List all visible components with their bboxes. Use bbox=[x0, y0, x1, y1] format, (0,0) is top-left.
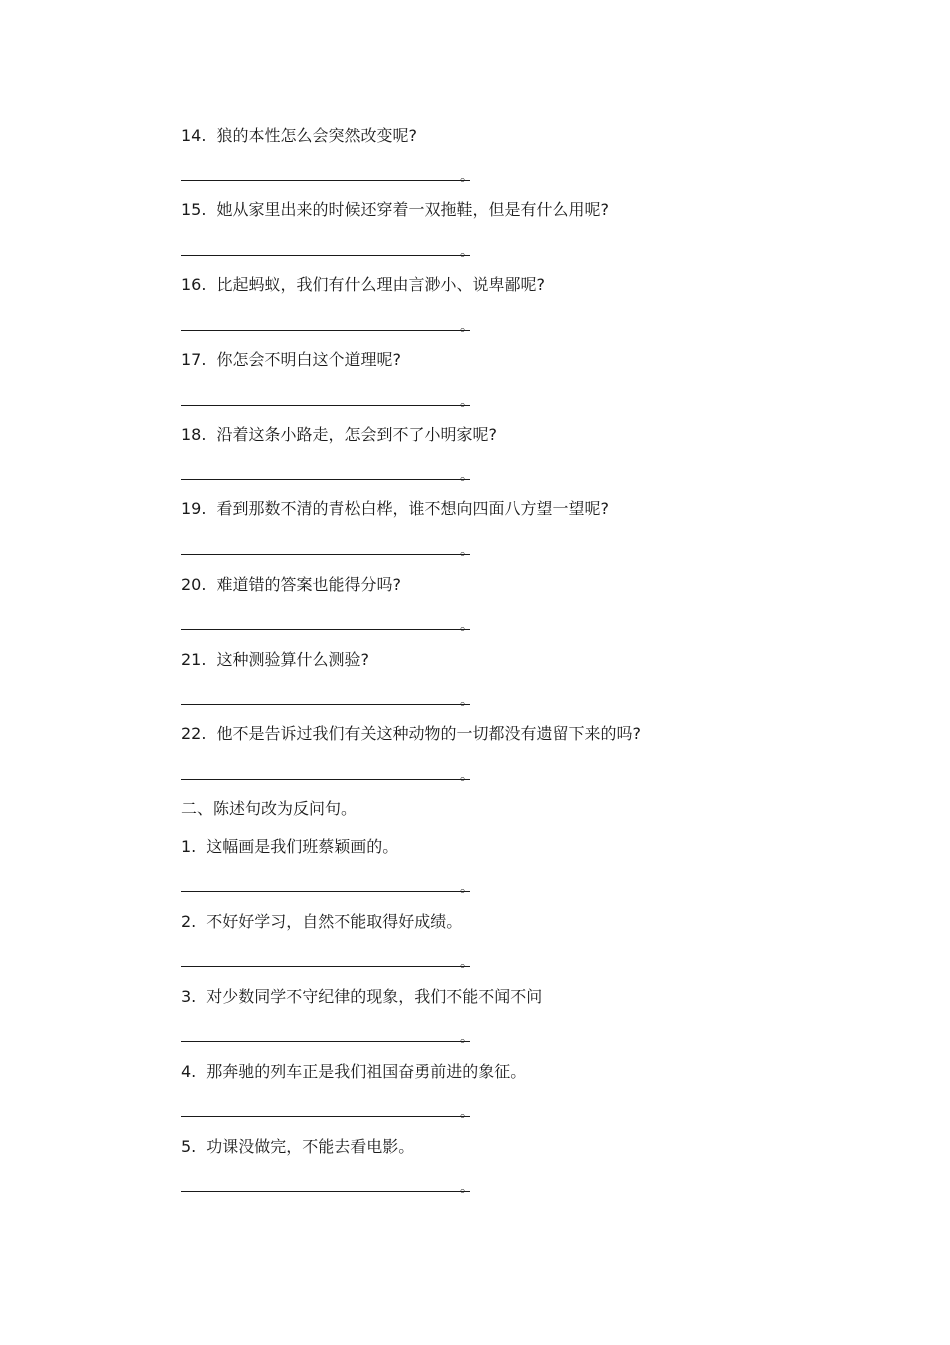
answer-line-15[interactable]: 。 bbox=[181, 238, 481, 258]
answer-line-18[interactable]: 。 bbox=[181, 462, 481, 482]
answer-line-s3[interactable]: 。 bbox=[181, 1024, 481, 1044]
answer-line-22[interactable]: 。 bbox=[181, 762, 481, 782]
question-15: 15. 她从家里出来的时候还穿着一双拖鞋，但是有什么用呢? bbox=[181, 200, 609, 219]
answer-line-14[interactable]: 。 bbox=[181, 163, 481, 183]
question-22: 22. 他不是告诉过我们有关这种动物的一切都没有遗留下来的吗? bbox=[181, 724, 641, 743]
answer-line-19[interactable]: 。 bbox=[181, 537, 481, 557]
question-16: 16. 比起蚂蚁，我们有什么理由言渺小、说卑鄙呢? bbox=[181, 275, 545, 294]
statement-3: 3. 对少数同学不守纪律的现象，我们不能不闻不问 bbox=[181, 987, 543, 1006]
section-heading: 二、陈述句改为反问句。 bbox=[181, 799, 358, 818]
question-20: 20. 难道错的答案也能得分吗? bbox=[181, 575, 401, 594]
question-21: 21. 这种测验算什么测验? bbox=[181, 650, 369, 669]
answer-line-21[interactable]: 。 bbox=[181, 687, 481, 707]
answer-line-s4[interactable]: 。 bbox=[181, 1099, 481, 1119]
answer-line-17[interactable]: 。 bbox=[181, 388, 481, 408]
answer-line-s1[interactable]: 。 bbox=[181, 874, 481, 894]
answer-line-20[interactable]: 。 bbox=[181, 612, 481, 632]
answer-line-16[interactable]: 。 bbox=[181, 313, 481, 333]
question-14: 14. 狼的本性怎么会突然改变呢? bbox=[181, 126, 417, 145]
answer-line-s5[interactable]: 。 bbox=[181, 1174, 481, 1194]
question-18: 18. 沿着这条小路走，怎会到不了小明家呢? bbox=[181, 425, 497, 444]
statement-5: 5. 功课没做完，不能去看电影。 bbox=[181, 1137, 415, 1156]
question-19: 19. 看到那数不清的青松白桦，谁不想向四面八方望一望呢? bbox=[181, 499, 609, 518]
answer-line-s2[interactable]: 。 bbox=[181, 949, 481, 969]
question-17: 17. 你怎会不明白这个道理呢? bbox=[181, 350, 401, 369]
statement-1: 1. 这幅画是我们班蔡颖画的。 bbox=[181, 837, 399, 856]
statement-4: 4. 那奔驰的列车正是我们祖国奋勇前进的象征。 bbox=[181, 1062, 527, 1081]
statement-2: 2. 不好好学习，自然不能取得好成绩。 bbox=[181, 912, 463, 931]
